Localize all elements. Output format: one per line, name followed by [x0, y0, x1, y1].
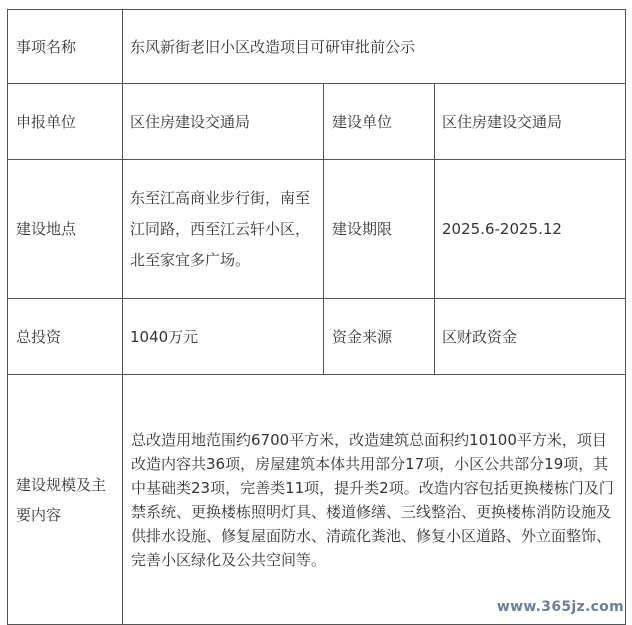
row-label-project-name: 事项名称 [8, 10, 123, 84]
table-row [8, 84, 626, 160]
row-label-location: 建设地点 [8, 160, 123, 299]
table-row [8, 375, 626, 625]
location-value: 东至江高商业步行街，南至江同路，西至江云轩小区，北至家宜多广场。 [123, 160, 324, 299]
table-row [8, 160, 626, 299]
project-name-value: 东风新街老旧小区改造项目可研审批前公示 [123, 10, 626, 84]
site-watermark: www.365jz.com [496, 599, 624, 615]
table-row [8, 10, 626, 84]
row-label-scope: 建设规模及主要内容 [8, 375, 123, 625]
project-info-table [7, 9, 626, 625]
scope-value: 总改造用地范围约6700平方米，改造建筑总面积约10100平方米，项目改造内容共36项，房屋建筑本体共用部分17项，小区公共部分19项，其中基础类23项，完善类11项，提升类2项。改造内容包括更换楼栋门及门禁系统、更换楼栋照明灯具、楼道修缮、三线整治、更换楼栋消防设施及供排水设施、修复屋面防水、清疏化粪池、修复小区道路、外立面整饰、完善小区绿化及公共空间等。 [123, 375, 626, 625]
table-row [8, 299, 626, 375]
applicant-value: 区住房建设交通局 [123, 84, 324, 160]
total-investment-value: 1040万元 [123, 299, 324, 375]
builder-value: 区住房建设交通局 [435, 84, 626, 160]
period-value: 2025.6-2025.12 [435, 160, 626, 299]
row-label-total-investment: 总投资 [8, 299, 123, 375]
row-label-funding-source: 资金来源 [324, 299, 435, 375]
row-label-builder: 建设单位 [324, 84, 435, 160]
funding-source-value: 区财政资金 [435, 299, 626, 375]
row-label-period: 建设期限 [324, 160, 435, 299]
row-label-applicant: 申报单位 [8, 84, 123, 160]
